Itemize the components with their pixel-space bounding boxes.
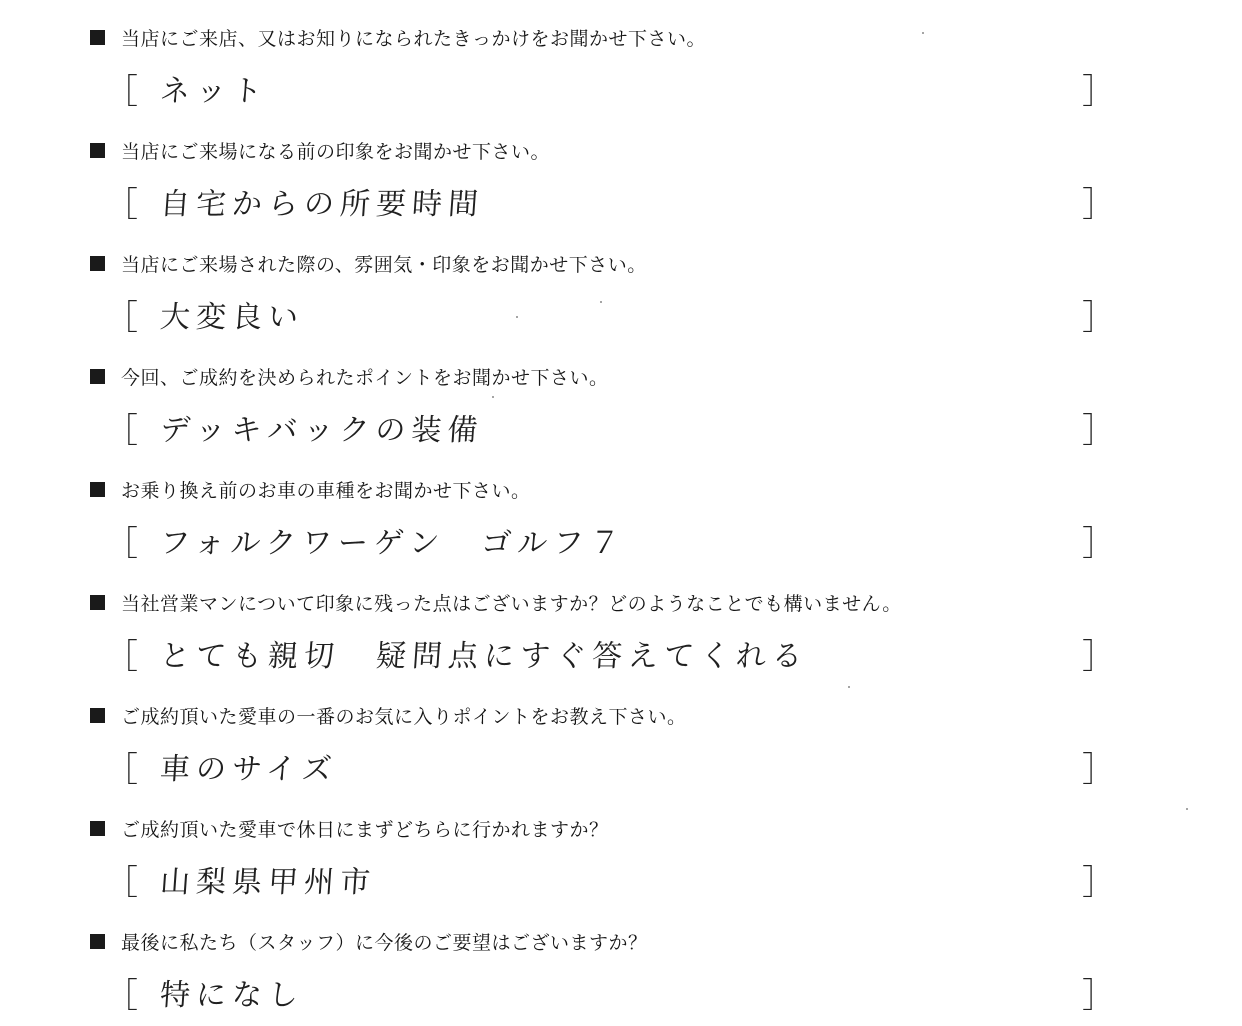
scan-speck <box>1186 808 1188 810</box>
square-bullet-icon <box>90 256 105 271</box>
scan-speck <box>492 396 494 398</box>
answer-bracket-open: ［ <box>104 750 138 790</box>
question-row <box>90 928 648 954</box>
answer-bracket-close: ］ <box>1082 185 1116 225</box>
handwritten-answer: とても親切 疑問点にすぐ答えてくれる <box>158 639 810 674</box>
answer-bracket-close: ］ <box>1082 863 1116 903</box>
square-bullet-icon <box>90 369 105 384</box>
answer-bracket-open: ［ <box>104 524 138 564</box>
answer-bracket-open: ［ <box>104 298 138 338</box>
question-row <box>90 589 902 615</box>
answer-bracket-open: ［ <box>104 72 138 112</box>
answer-bracket-close: ］ <box>1082 298 1116 338</box>
answer-bracket-close: ］ <box>1082 411 1116 451</box>
square-bullet-icon <box>90 934 105 949</box>
square-bullet-icon <box>90 30 105 45</box>
answer-bracket-close: ］ <box>1082 976 1116 1016</box>
square-bullet-icon <box>90 595 105 610</box>
handwritten-answer: フォルクワーゲン ゴルフ７ <box>158 526 627 561</box>
question-row <box>90 24 706 50</box>
handwritten-answer: 特になし <box>158 978 306 1013</box>
survey-item-5 <box>0 452 1242 565</box>
survey-item-4 <box>0 339 1242 452</box>
answer-bracket-close: ］ <box>1082 750 1116 790</box>
scan-speck <box>600 301 602 303</box>
scan-speck <box>516 316 518 318</box>
answer-bracket-close: ］ <box>1082 524 1116 564</box>
question-text: 当店にご来場になる前の印象をお聞かせ下さい。 <box>121 140 551 163</box>
question-text: 最後に私たち（スタッフ）に今後のご要望はございますか？ <box>121 931 648 954</box>
handwritten-answer: 山梨県甲州市 <box>158 865 378 900</box>
handwritten-answer: ネット <box>158 74 270 109</box>
question-row <box>90 815 609 841</box>
question-text: 当店にご来場された際の、雰囲気・印象をお聞かせ下さい。 <box>121 253 647 276</box>
answer-bracket-open: ［ <box>104 411 138 451</box>
survey-item-6 <box>0 565 1242 678</box>
question-row <box>90 702 687 728</box>
handwritten-answer: デッキバックの装備 <box>158 413 485 448</box>
square-bullet-icon <box>90 143 105 158</box>
scan-speck <box>848 686 850 688</box>
question-row <box>90 137 550 163</box>
question-text: ご成約頂いた愛車の一番のお気に入りポイントをお教え下さい。 <box>121 705 687 728</box>
answer-bracket-open: ［ <box>104 976 138 1016</box>
scan-speck <box>922 32 924 34</box>
handwritten-answer: 車のサイズ <box>158 752 339 787</box>
survey-item-3 <box>0 226 1242 339</box>
question-text: 当社営業マンについて印象に残った点はございますか？どのようなことでも構いません。 <box>121 592 902 615</box>
answer-bracket-close: ］ <box>1082 72 1116 112</box>
answer-bracket-close: ］ <box>1082 637 1116 677</box>
survey-item-8 <box>0 791 1242 904</box>
square-bullet-icon <box>90 482 105 497</box>
answer-bracket-open: ［ <box>104 637 138 677</box>
survey-item-7 <box>0 678 1242 791</box>
question-row <box>90 250 647 276</box>
question-text: 今回、ご成約を決められたポイントをお聞かせ下さい。 <box>121 366 609 389</box>
survey-item-1 <box>0 0 1242 113</box>
question-text: お乗り換え前のお車の車種をお聞かせ下さい。 <box>121 479 531 502</box>
square-bullet-icon <box>90 708 105 723</box>
question-text: 当店にご来店、又はお知りになられたきっかけをお聞かせ下さい。 <box>121 27 707 50</box>
survey-item-2 <box>0 113 1242 226</box>
question-text: ご成約頂いた愛車で休日にまずどちらに行かれますか？ <box>121 818 609 841</box>
answer-bracket-open: ［ <box>104 863 138 903</box>
question-row <box>90 476 531 502</box>
answer-bracket-open: ［ <box>104 185 138 225</box>
handwritten-answer: 大変良い <box>158 300 306 335</box>
question-row <box>90 363 609 389</box>
survey-item-9 <box>0 904 1242 1017</box>
square-bullet-icon <box>90 821 105 836</box>
handwritten-answer: 自宅からの所要時間 <box>158 187 486 222</box>
